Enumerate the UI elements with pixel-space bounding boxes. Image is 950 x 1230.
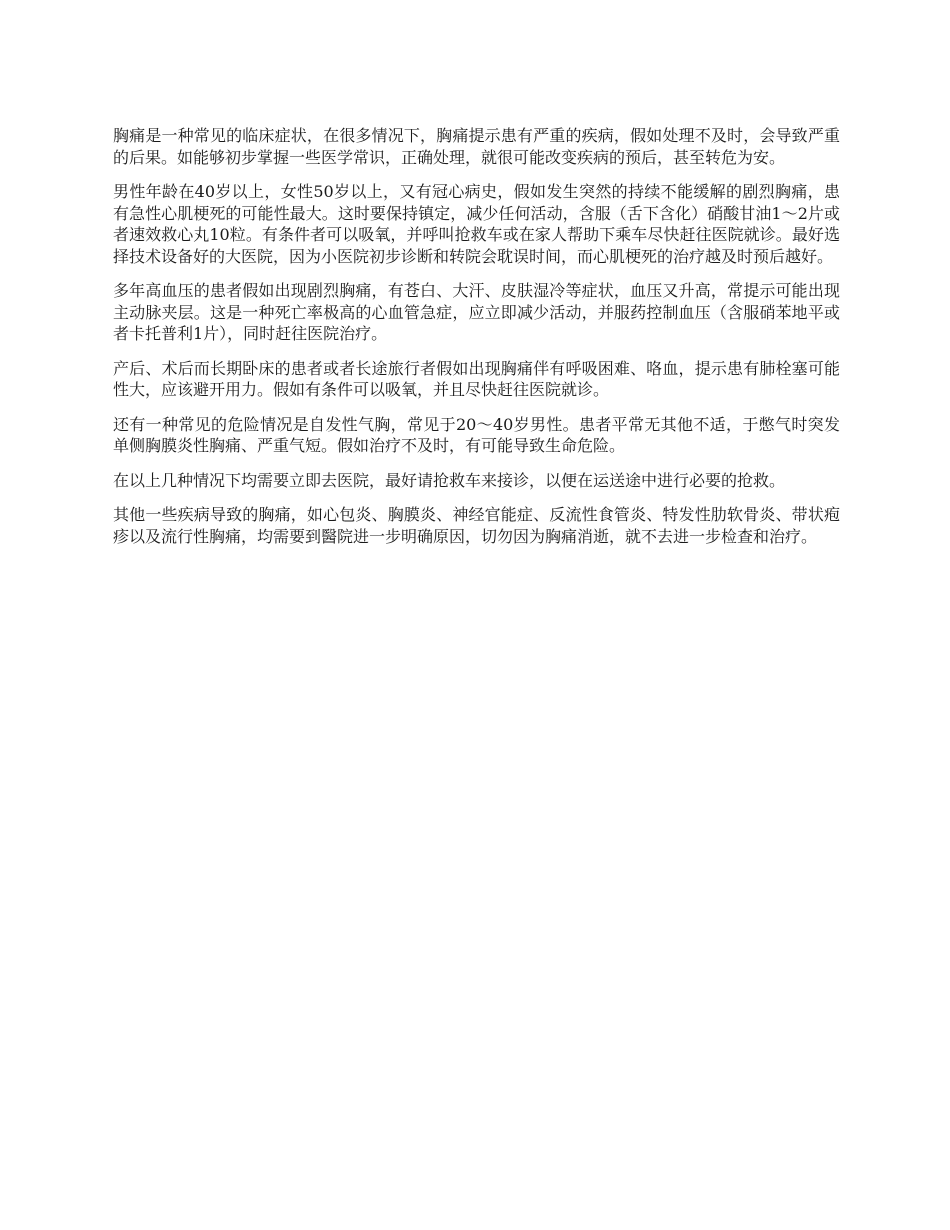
paragraph-3: 多年高血压的患者假如出现剧烈胸痛，有苍白、大汗、皮肤湿冷等症状，血压又升高，常提示可能出现主动脉夹层。这是一种死亡率极高的心血管急症，应立即减少活动，并服药控制血压（含服硝苯地平或者卡托普利1片），同时赶往医院治疗。 (113, 281, 840, 343)
paragraph-4: 产后、术后而长期卧床的患者或者长途旅行者假如出现胸痛伴有呼吸困难、咯血，提示患有肺栓塞可能性大，应该避开用力。假如有条件可以吸氧，并且尽快赶往医院就诊。 (113, 358, 840, 399)
paragraph-5: 还有一种常见的危险情况是自发性气胸，常见于20～40岁男性。患者平常无其他不适，于憋气时突发单侧胸膜炎性胸痛、严重气短。假如治疗不及时，有可能导致生命危险。 (113, 414, 840, 455)
paragraph-2: 男性年龄在40岁以上，女性50岁以上，又有冠心病史，假如发生突然的持续不能缓解的剧烈胸痛，患有急性心肌梗死的可能性最大。这时要保持镇定，减少任何活动，含服（舌下含化）硝酸甘油1～2片或者速效救心丸10粒。有条件者可以吸氧，并呼叫抢救车或在家人帮助下乘车尽快赶往医院就诊。最好选择技术设备好的大医院，因为小医院初步诊断和转院会耽误时间，而心肌梗死的治疗越及时预后越好。 (113, 182, 840, 266)
paragraph-6: 在以上几种情况下均需要立即去医院，最好请抢救车来接诊，以便在运送途中进行必要的抢救。 (113, 470, 786, 490)
paragraph-1: 胸痛是一种常见的临床症状，在很多情况下，胸痛提示患有严重的疾病，假如处理不及时，会导致严重的后果。如能够初步掌握一些医学常识，正确处理，就很可能改变疾病的预后，甚至转危为安。 (113, 126, 840, 167)
paragraph-7: 其他一些疾病导致的胸痛，如心包炎、胸膜炎、神经官能症、反流性食管炎、特发性肋软骨炎、带状疱疹以及流行性胸痛，均需要到醫院进一步明确原因，切勿因为胸痛消逝，就不去进一步检查和治疗。 (113, 505, 840, 546)
document-body (113, 125, 840, 560)
